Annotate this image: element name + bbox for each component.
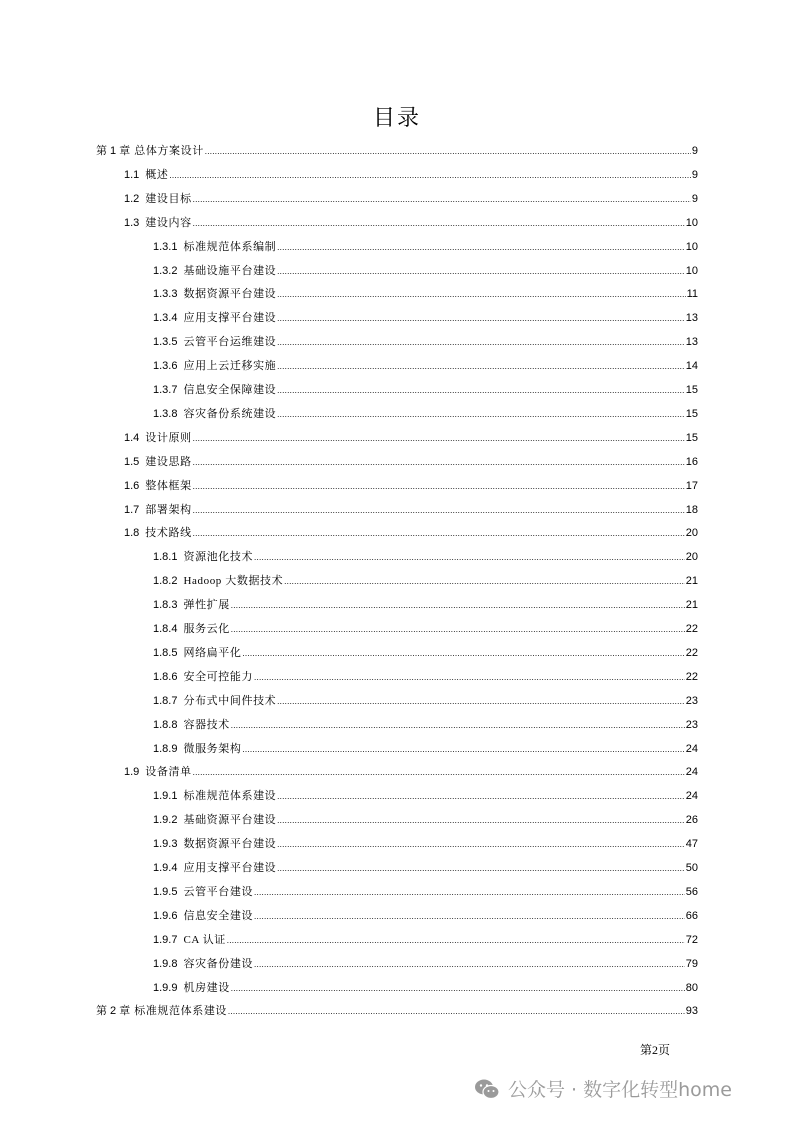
toc-entry-label: 分布式中间件技术 <box>183 695 277 707</box>
toc-leader-dots <box>228 1001 685 1021</box>
toc-entry[interactable] <box>0 978 794 998</box>
toc-entry-page: 22 <box>685 671 698 683</box>
toc-entry-label: 建设思路 <box>145 456 192 468</box>
toc-entry[interactable] <box>0 786 794 806</box>
toc-entry-page: 23 <box>685 719 698 731</box>
toc-entry-label: 网络扁平化 <box>183 647 242 659</box>
toc-entry-page: 22 <box>685 623 698 635</box>
toc-entry-page: 24 <box>685 790 698 802</box>
toc-leader-dots <box>277 284 685 304</box>
toc-entry-number: 1.8.9 <box>153 743 178 755</box>
toc-leader-dots <box>170 165 691 185</box>
toc-entry-number: 1.9.9 <box>153 982 178 994</box>
toc-entry-page: 80 <box>685 982 698 994</box>
toc-entry-label: 容灾备份系统建设 <box>183 408 277 420</box>
toc-entry-page: 15 <box>685 408 698 420</box>
toc-entry[interactable] <box>0 834 794 854</box>
toc-entry-label: 数据资源平台建设 <box>183 838 277 850</box>
toc-entry-number: 1.3 <box>124 217 140 229</box>
toc-entry-number: 1.3.1 <box>153 241 178 253</box>
toc-leader-dots <box>193 213 685 233</box>
toc-entry-number: 1.7 <box>124 504 140 516</box>
toc-entry-label: 标准规范体系建设 <box>183 790 277 802</box>
toc-entry-label: 云管平台运维建设 <box>183 336 277 348</box>
toc-entry-label: 设计原则 <box>145 432 192 444</box>
toc-entry-label: 标准规范体系建设 <box>134 1005 228 1017</box>
toc-entry-number: 1.1 <box>124 169 140 181</box>
toc-entry-number: 1.6 <box>124 480 140 492</box>
watermark-text: 公众号 · 数字化转型home <box>508 1079 732 1101</box>
toc-entry[interactable] <box>0 906 794 926</box>
toc-leader-dots <box>277 237 684 257</box>
toc-entry-number: 1.2 <box>124 193 140 205</box>
toc-leader-dots <box>231 595 685 615</box>
toc-entry[interactable] <box>0 882 794 902</box>
toc-entry-number: 1.8.6 <box>153 671 178 683</box>
toc-entry-number: 1.3.8 <box>153 408 178 420</box>
toc-entry-page: 47 <box>685 838 698 850</box>
toc-entry-label: 建设目标 <box>145 193 192 205</box>
toc-entry[interactable] <box>0 308 794 328</box>
toc-entry-number: 第 1 章 <box>96 145 131 157</box>
toc-entry-page: 10 <box>685 241 698 253</box>
toc-leader-dots <box>254 906 685 926</box>
toc-entry[interactable] <box>0 356 794 376</box>
toc-entry-number: 1.9.4 <box>153 862 178 874</box>
toc-entry-label: 总体方案设计 <box>134 145 204 157</box>
toc-entry-label: 安全可控能力 <box>183 671 254 683</box>
toc-entry-number: 1.9.3 <box>153 838 178 850</box>
toc-entry-label: 容灾备份建设 <box>183 958 254 970</box>
toc-entry[interactable] <box>0 595 794 615</box>
toc-leader-dots <box>277 404 684 424</box>
toc-leader-dots <box>242 739 684 759</box>
toc-leader-dots <box>193 428 685 448</box>
toc-leader-dots <box>254 882 685 902</box>
toc-entry[interactable] <box>0 261 794 281</box>
toc-entry[interactable] <box>0 213 794 233</box>
toc-leader-dots <box>205 141 691 161</box>
toc-entry[interactable] <box>0 762 794 782</box>
toc-entry-label: 服务云化 <box>183 623 230 635</box>
toc-entry-page: 9 <box>691 145 698 157</box>
toc-entry-number: 1.3.4 <box>153 312 178 324</box>
toc-entry-page: 11 <box>686 288 698 300</box>
toc-leader-dots <box>193 762 685 782</box>
toc-entry-number: 1.8.4 <box>153 623 178 635</box>
toc-entry-label: 基础资源平台建设 <box>183 814 277 826</box>
toc-entry-page: 20 <box>685 551 698 563</box>
toc-leader-dots <box>193 500 685 520</box>
toc-entry-label: 信息安全保障建设 <box>183 384 277 396</box>
watermark <box>474 1075 732 1102</box>
toc-entry-number: 1.8.2 <box>153 575 178 587</box>
toc-entry-page: 24 <box>685 766 698 778</box>
toc-leader-dots <box>193 189 691 209</box>
toc-leader-dots <box>231 619 685 639</box>
toc-entry[interactable] <box>0 547 794 567</box>
toc-leader-dots <box>254 954 685 974</box>
toc-entry-number: 1.9.1 <box>153 790 178 802</box>
toc-entry-label: 云管平台建设 <box>183 886 254 898</box>
toc-entry-page: 26 <box>685 814 698 826</box>
toc-entry-page: 72 <box>685 934 698 946</box>
toc-entry-page: 15 <box>685 384 698 396</box>
toc-entry[interactable] <box>0 571 794 591</box>
toc-entry-page: 24 <box>685 743 698 755</box>
toc-leader-dots <box>277 308 684 328</box>
toc-entry-number: 1.9.2 <box>153 814 178 826</box>
toc-entry-number: 1.8.5 <box>153 647 178 659</box>
toc-entry-number: 1.8 <box>124 527 140 539</box>
toc-leader-dots <box>277 380 684 400</box>
toc-entry-label: 标准规范体系编制 <box>183 241 277 253</box>
toc-entry-label: 应用上云迁移实施 <box>183 360 277 372</box>
toc-entry-label: 部署架构 <box>145 504 192 516</box>
toc-entry-page: 16 <box>685 456 698 468</box>
toc-entry[interactable] <box>0 189 794 209</box>
toc-entry-page: 56 <box>685 886 698 898</box>
toc-entry[interactable] <box>0 500 794 520</box>
toc-entry[interactable] <box>0 452 794 472</box>
toc-entry[interactable] <box>0 715 794 735</box>
toc-entry[interactable] <box>0 404 794 424</box>
toc-entry[interactable] <box>0 810 794 830</box>
toc-entry-label: 技术路线 <box>145 527 192 539</box>
toc-entry-label: 应用支撑平台建设 <box>183 862 277 874</box>
toc-entry-label: CA 认证 <box>183 934 226 946</box>
toc-entry[interactable] <box>0 380 794 400</box>
toc-entry-label: 弹性扩展 <box>183 599 230 611</box>
toc-leader-dots <box>254 547 685 567</box>
toc-entry-page: 17 <box>685 480 698 492</box>
toc-entry-number: 1.3.2 <box>153 265 178 277</box>
toc-entry-label: 基础设施平台建设 <box>183 265 277 277</box>
toc-entry-number: 1.8.3 <box>153 599 178 611</box>
toc-leader-dots <box>277 691 684 711</box>
toc-leader-dots <box>231 978 685 998</box>
toc-leader-dots <box>231 715 685 735</box>
toc-leader-dots <box>277 332 684 352</box>
toc-entry[interactable] <box>0 284 794 304</box>
toc-entry-page: 10 <box>685 265 698 277</box>
toc-entry[interactable] <box>0 643 794 663</box>
toc-entry[interactable] <box>0 930 794 950</box>
toc-entry[interactable] <box>0 739 794 759</box>
toc-entry-label: 概述 <box>145 169 169 181</box>
toc-entry-number: 1.9 <box>124 766 140 778</box>
toc-entry-page: 23 <box>685 695 698 707</box>
toc-entry[interactable] <box>0 141 794 161</box>
toc-entry[interactable] <box>0 523 794 543</box>
page-number: 第2页 <box>640 1043 671 1057</box>
toc-entry-number: 1.3.7 <box>153 384 178 396</box>
toc-entry[interactable] <box>0 237 794 257</box>
toc-entry[interactable] <box>0 165 794 185</box>
toc-entry-number: 1.8.7 <box>153 695 178 707</box>
toc-entry-page: 79 <box>685 958 698 970</box>
toc-entry-page: 21 <box>685 575 698 587</box>
toc-entry-label: 数据资源平台建设 <box>183 288 277 300</box>
toc-entry-number: 1.8.1 <box>153 551 178 563</box>
toc-entry-label: 应用支撑平台建设 <box>183 312 277 324</box>
toc-entry[interactable] <box>0 1001 794 1021</box>
toc-entry[interactable] <box>0 428 794 448</box>
toc-entry-page: 10 <box>685 217 698 229</box>
toc-leader-dots <box>277 261 684 281</box>
toc-entry-number: 1.4 <box>124 432 140 444</box>
toc-entry[interactable] <box>0 476 794 496</box>
toc-entry-number: 第 2 章 <box>96 1005 131 1017</box>
toc-title: 目录 <box>372 105 421 130</box>
toc-entry-page: 14 <box>685 360 698 372</box>
toc-leader-dots <box>227 930 685 950</box>
toc-entry-label: 整体框架 <box>145 480 192 492</box>
toc-entry-label: 建设内容 <box>145 217 192 229</box>
wechat-icon <box>474 1078 500 1100</box>
toc-leader-dots <box>277 810 684 830</box>
toc-leader-dots <box>193 476 685 496</box>
toc-entry-page: 66 <box>685 910 698 922</box>
toc-entry-number: 1.8.8 <box>153 719 178 731</box>
toc-entry-number: 1.9.8 <box>153 958 178 970</box>
toc-entry-label: Hadoop 大数据技术 <box>183 575 284 587</box>
toc-entry[interactable] <box>0 691 794 711</box>
toc-entry-number: 1.3.6 <box>153 360 178 372</box>
toc-entry-label: 信息安全建设 <box>183 910 254 922</box>
toc-entry-page: 18 <box>685 504 698 516</box>
toc-entry-page: 50 <box>685 862 698 874</box>
toc-entry-number: 1.3.3 <box>153 288 178 300</box>
toc-entry-page: 13 <box>685 336 698 348</box>
toc-leader-dots <box>284 571 685 591</box>
toc-entry-page: 22 <box>685 647 698 659</box>
toc-entry[interactable] <box>0 619 794 639</box>
toc-entry[interactable] <box>0 667 794 687</box>
toc-entry[interactable] <box>0 858 794 878</box>
toc-entry[interactable] <box>0 332 794 352</box>
toc-leader-dots <box>277 858 684 878</box>
toc-entry-label: 容器技术 <box>183 719 230 731</box>
toc-entry-number: 1.5 <box>124 456 140 468</box>
toc-entry-label: 资源池化技术 <box>183 551 254 563</box>
toc-entry-page: 20 <box>685 527 698 539</box>
toc-entry-label: 微服务架构 <box>183 743 242 755</box>
toc-entry-number: 1.9.6 <box>153 910 178 922</box>
toc-leader-dots <box>193 452 685 472</box>
toc-entry-number: 1.3.5 <box>153 336 178 348</box>
toc-leader-dots <box>277 356 684 376</box>
toc-leader-dots <box>193 523 685 543</box>
toc-entry-page: 15 <box>685 432 698 444</box>
toc-entry-number: 1.9.7 <box>153 934 178 946</box>
toc-leader-dots <box>277 786 684 806</box>
toc-entry-page: 21 <box>685 599 698 611</box>
toc-entry-number: 1.9.5 <box>153 886 178 898</box>
toc-leader-dots <box>277 834 684 854</box>
toc-entry-page: 9 <box>691 193 698 205</box>
toc-entry-page: 93 <box>685 1005 698 1017</box>
toc-leader-dots <box>242 643 684 663</box>
toc-leader-dots <box>254 667 685 687</box>
toc-entry[interactable] <box>0 954 794 974</box>
toc-entry-page: 9 <box>691 169 698 181</box>
toc-entry-label: 机房建设 <box>183 982 230 994</box>
toc-entry-page: 13 <box>685 312 698 324</box>
toc-entry-label: 设备清单 <box>145 766 192 778</box>
